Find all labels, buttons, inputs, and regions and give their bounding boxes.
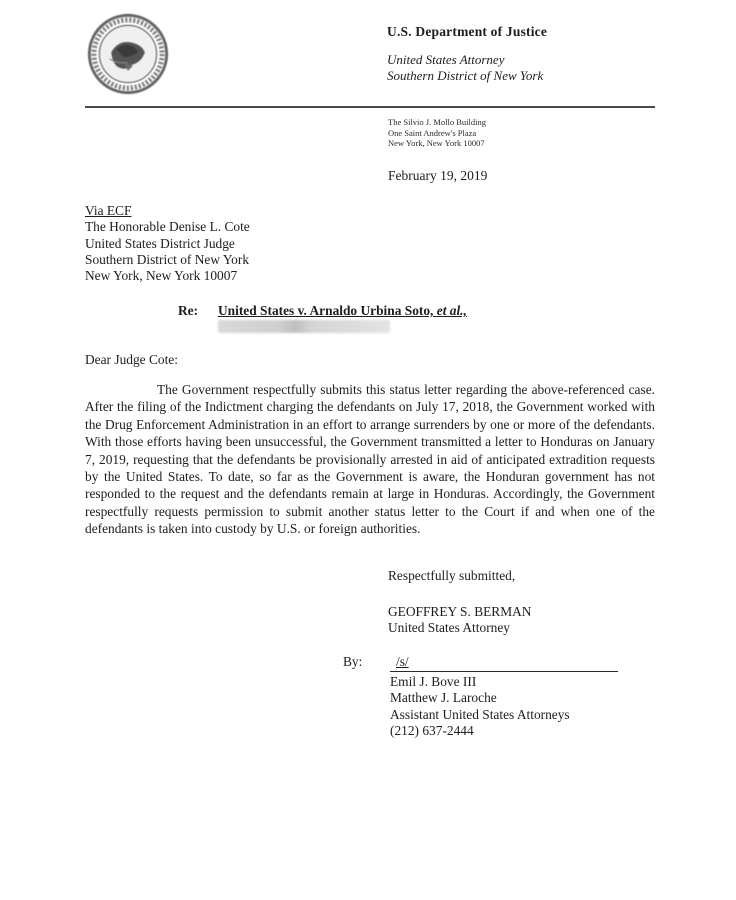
recipient-district: Southern District of New York [85,251,250,267]
letter-date: February 19, 2019 [388,168,488,183]
doj-seal-icon [86,12,170,96]
doj-seal [86,12,170,96]
office-address [388,117,486,149]
re-label: Re: [178,303,199,318]
office-address-line-1: The Silvio J. Mollo Building [388,117,486,127]
recipient-block [85,203,250,284]
recipient-name: The Honorable Denise L. Cote [85,219,250,235]
recipient-title: United States District Judge [85,235,235,251]
by-label: By: [343,654,363,669]
office-line-1: United States Attorney [387,52,505,67]
letterhead [387,24,547,83]
signatory-name: GEOFFREY S. BERMAN [388,604,532,619]
redacted-case-number [218,320,390,333]
closing-line: Respectfully submitted, [388,568,516,583]
attorney-name-1: Emil J. Bove III [390,674,477,689]
case-title-main: United States v. Arnaldo Urbina Soto, [218,303,437,318]
letterhead-divider [85,106,655,108]
agency-title: U.S. Department of Justice [387,24,548,39]
attorney-phone: (212) 637-2444 [390,722,474,738]
attorney-title: Assistant United States Attorneys [390,706,570,722]
delivery-method: Via ECF [85,203,132,218]
attorney-name-2: Matthew J. Laroche [390,690,497,706]
office-lines [387,52,547,83]
case-title-etal: et al., [436,303,467,318]
salutation: Dear Judge Cote: [85,352,178,367]
body-paragraph: The Government respectfully submits this status letter regarding the above-referenced case. After the filing of the Indictment charging the defendants on July 17, 2018, the Government worked with the Drug Enforcement Administration in an effort to arrange surrenders by one or more of the defendants. With those efforts having been unsuccessful, the Government transmitted a letter to Honduras on January 7, 2019, requesting that the defendants be provisionally arrested in aid of anticipated extradition requests by the United States. To date, so far as the Government is aware, the Honduran government has not responded to the request and the defendants remain at large in Honduras. Accordingly, the Government respectfully requests permission to submit another status letter to the Court if and when one of the defendants is taken into custody by U.S. or foreign authorities. [85,382,655,537]
office-address-line-3: New York, New York 10007 [388,138,485,148]
signatory-block [388,604,531,637]
signature-line [390,654,618,672]
office-address-line-2: One Saint Andrew's Plaza [388,127,477,138]
s-signature: /s/ [396,654,409,669]
attorney-names [390,674,570,739]
case-title [218,303,467,319]
office-line-2: Southern District of New York [387,67,544,83]
signatory-title: United States Attorney [388,620,510,636]
recipient-city: New York, New York 10007 [85,268,238,284]
